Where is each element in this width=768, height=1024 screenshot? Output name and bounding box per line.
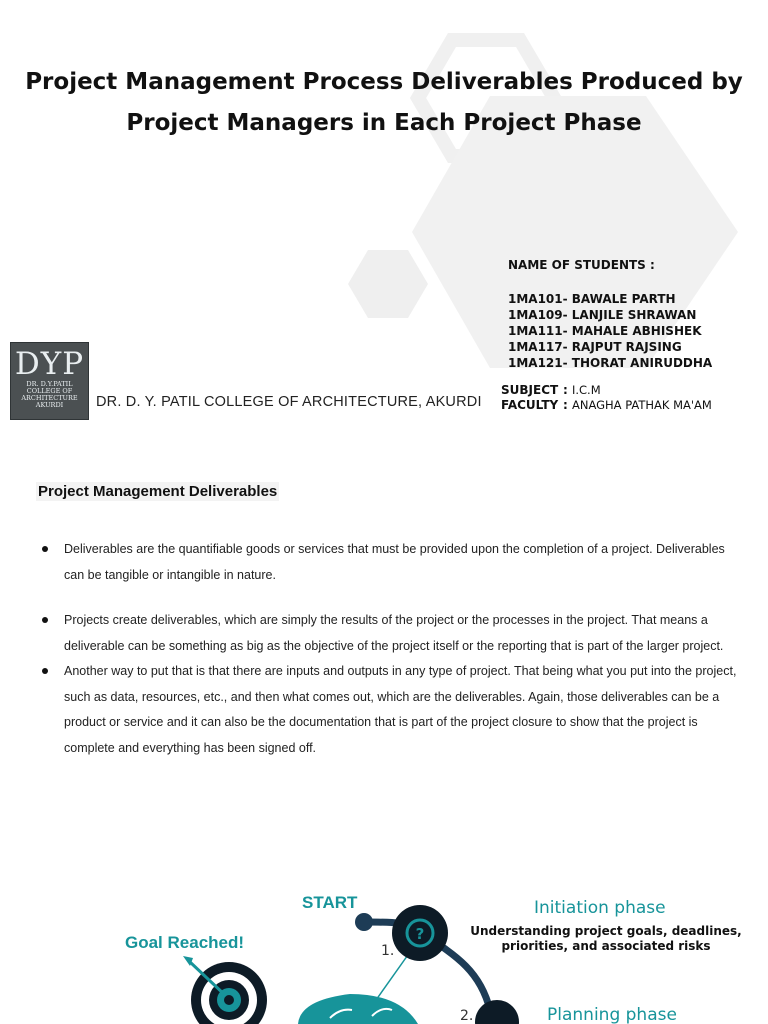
students-heading: NAME OF STUDENTS :	[508, 258, 655, 272]
list-item: Another way to put that is that there are inputs and outputs in any type of project. That being what you put into the project, such as data, resources, etc., and then what comes out, which are the deliverables. Again, those deliverables can be a product or service and it can also be the documentation that is part of the project closure to show that the project is complete and everything has been signed off.	[40, 659, 740, 761]
faculty-row: FACULTY : ANAGHA PATHAK MA'AM	[501, 398, 712, 412]
step-number: 2.	[460, 1008, 474, 1024]
goal-label: Goal Reached!	[125, 933, 245, 952]
planning-title: Planning phase	[547, 1005, 677, 1024]
center-shape	[298, 994, 418, 1024]
start-label: START	[302, 893, 358, 912]
student-name: 1MA121- THORAT ANIRUDDHA	[508, 356, 713, 370]
title-line-1: Project Management Process Deliverables Produced by	[25, 69, 743, 95]
title-line-2: Project Managers in Each Project Phase	[126, 110, 642, 136]
start-dot	[355, 913, 373, 931]
section-heading: Project Management Deliverables	[38, 483, 278, 500]
subject-row: SUBJECT : I.C.M	[501, 383, 601, 397]
faculty-label: FACULTY	[501, 398, 559, 412]
initiation-desc-2: priorities, and associated risks	[501, 939, 711, 953]
bullet-list	[40, 537, 740, 761]
subject-value: I.C.M	[571, 383, 601, 397]
subject-faculty-block	[501, 383, 712, 413]
subject-label: SUBJECT	[501, 383, 559, 397]
logo-monogram: DYP	[14, 346, 85, 382]
logo-line: COLLEGE OF	[26, 387, 73, 395]
student-name: 1MA111- MAHALE ABHISHEK	[508, 324, 702, 338]
document-title	[0, 62, 768, 144]
project-phase-diagram	[0, 860, 768, 1024]
student-name: 1MA101- BAWALE PARTH	[508, 292, 676, 306]
connector-line	[376, 952, 410, 1000]
students-block	[508, 257, 712, 371]
student-name: 1MA109- LANJILE SHRAWAN	[508, 308, 697, 322]
logo-line: DR. D.Y.PATIL	[26, 380, 73, 388]
initiation-desc-1: Understanding project goals, deadlines,	[470, 924, 742, 938]
college-logo	[10, 342, 89, 420]
list-item: Deliverables are the quantifiable goods or services that must be provided upon the completion of a project. Deliverables can be tangible or intangible in nature.	[40, 537, 740, 588]
planning-node	[475, 1000, 519, 1024]
initiation-title: Initiation phase	[534, 898, 666, 918]
step-number: 1.	[381, 943, 395, 959]
logo-line: ARCHITECTURE	[21, 394, 78, 402]
faculty-value: ANAGHA PATHAK MA'AM	[571, 398, 712, 412]
svg-text:?: ?	[415, 925, 425, 943]
logo-line: AKURDI	[35, 401, 64, 409]
student-name: 1MA117- RAJPUT RAJSING	[508, 340, 682, 354]
list-item: Projects create deliverables, which are simply the results of the project or the processes in the project. That means a deliverable can be something as big as the objective of the project itself or the reporting that is part of the larger project.	[40, 608, 740, 659]
college-name: DR. D. Y. PATIL COLLEGE OF ARCHITECTURE, AKURDI	[96, 394, 482, 410]
